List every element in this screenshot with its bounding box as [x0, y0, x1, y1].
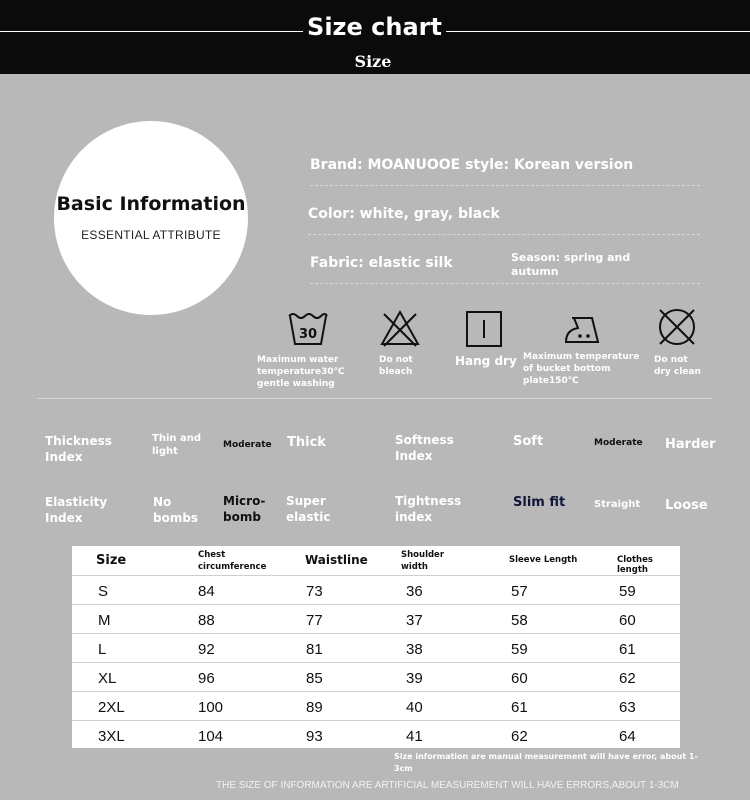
softness-option-harder: Harder — [665, 437, 716, 452]
header-sleeve: Sleeve Length — [509, 555, 578, 565]
cell-waistline: 93 — [306, 728, 323, 745]
cell-chest: 100 — [198, 699, 224, 716]
season-text: Season: spring and autumn — [511, 251, 631, 278]
divider-brand — [310, 185, 700, 186]
table-row — [72, 663, 680, 692]
color-text: Color: white, gray, black — [308, 206, 500, 222]
cell-size: L — [98, 641, 107, 658]
fabric-text: Fabric: elastic silk — [310, 255, 453, 271]
cell-clothes-length: 59 — [619, 583, 636, 600]
cell-chest: 104 — [198, 728, 224, 745]
tightness-index-label: Tightness index — [395, 494, 462, 524]
table-row — [72, 605, 680, 634]
cell-size: M — [98, 612, 111, 629]
measurement-note: Size information are manual measurement will have error, about 1-3cm — [394, 752, 698, 773]
cell-waistline: 89 — [306, 699, 323, 716]
cell-size: 2XL — [98, 699, 125, 716]
cell-shoulder: 39 — [406, 670, 423, 687]
basic-info-title: Basic Information — [56, 193, 246, 215]
measurement-disclaimer: THE SIZE OF INFORMATION ARE ARTIFICIAL MEASUREMENT WILL HAVE ERRORS,ABOUT 1-3CM — [216, 780, 679, 791]
wash-label: Maximum water temperature30℃ gentle washing — [257, 355, 345, 389]
no-dry-clean-icon — [656, 306, 698, 348]
softness-index-label: Softness Index — [395, 433, 454, 463]
iron-label: Maximum temperature of bucket bottom plate150℃ — [523, 352, 640, 386]
brand-text: Brand: MOANUOOE style: Korean version — [310, 157, 634, 173]
cell-clothes-length: 60 — [619, 612, 636, 629]
hang-dry-label: Hang dry — [455, 354, 517, 368]
softness-option-moderate-selected: Moderate — [594, 438, 643, 448]
thickness-option-moderate-selected: Moderate — [223, 440, 272, 450]
cell-shoulder: 36 — [406, 583, 423, 600]
cell-clothes-length: 62 — [619, 670, 636, 687]
tightness-option-slim-fit-selected: Slim fit — [513, 495, 566, 510]
page-title: Size chart — [307, 13, 442, 41]
cell-size: 3XL — [98, 728, 125, 745]
cell-size: S — [98, 583, 109, 600]
table-row — [72, 692, 680, 721]
cell-waistline: 77 — [306, 612, 323, 629]
cell-sleeve: 58 — [511, 612, 528, 629]
header-shoulder: Shoulder width — [401, 550, 445, 572]
softness-option-soft: Soft — [513, 434, 544, 449]
hang-dry-icon — [464, 310, 504, 350]
header-banner — [0, 0, 750, 74]
no-dry-clean-label: Do not dry clean — [654, 355, 701, 377]
table-row — [72, 576, 680, 605]
header-chest: Chest circumference — [198, 550, 267, 572]
cell-waistline: 81 — [306, 641, 323, 658]
cell-sleeve: 59 — [511, 641, 528, 658]
thickness-option-thick: Thick — [287, 435, 326, 450]
cell-chest: 92 — [198, 641, 215, 658]
cell-clothes-length: 63 — [619, 699, 636, 716]
wash-30-icon — [287, 310, 329, 348]
cell-sleeve: 60 — [511, 670, 528, 687]
cell-shoulder: 41 — [406, 728, 423, 745]
tightness-option-loose: Loose — [665, 498, 708, 513]
cell-shoulder: 38 — [406, 641, 423, 658]
tightness-option-straight: Straight — [594, 499, 641, 510]
cell-size: XL — [98, 670, 117, 687]
divider-color — [308, 234, 700, 235]
section-divider — [37, 398, 712, 399]
no-bleach-label: Do not bleach — [379, 355, 413, 377]
cell-clothes-length: 64 — [619, 728, 636, 745]
cell-waistline: 85 — [306, 670, 323, 687]
elasticity-option-super-elastic: Super elastic — [286, 494, 331, 524]
elasticity-index-label: Elasticity Index — [45, 495, 108, 525]
cell-chest: 96 — [198, 670, 215, 687]
table-row — [72, 634, 680, 663]
cell-shoulder: 37 — [406, 612, 423, 629]
page-subtitle: Size — [354, 52, 392, 71]
cell-waistline: 73 — [306, 583, 323, 600]
thickness-option-thin: Thin and light — [152, 433, 201, 457]
elasticity-option-micro-bomb-selected: Micro- bomb — [223, 494, 266, 524]
header-line-left — [0, 31, 303, 32]
thickness-index-label: Thickness Index — [45, 434, 112, 464]
header-clothes-length: Clothes length — [617, 555, 653, 575]
header-size: Size — [96, 553, 127, 568]
iron-icon — [562, 312, 604, 348]
wash-temp-number: 30 — [298, 327, 318, 342]
no-bleach-icon — [378, 308, 422, 348]
table-header-row — [72, 546, 680, 576]
cell-sleeve: 62 — [511, 728, 528, 745]
cell-chest: 84 — [198, 583, 215, 600]
header-line-right — [446, 31, 750, 32]
divider-fabric — [310, 283, 700, 284]
basic-info-badge — [54, 121, 248, 315]
header-waistline: Waistline — [305, 553, 368, 567]
table-row — [72, 721, 680, 750]
basic-info-subtitle: ESSENTIAL ATTRIBUTE — [81, 228, 221, 242]
size-table — [72, 546, 680, 748]
cell-sleeve: 57 — [511, 583, 528, 600]
cell-chest: 88 — [198, 612, 215, 629]
cell-clothes-length: 61 — [619, 641, 636, 658]
cell-sleeve: 61 — [511, 699, 528, 716]
cell-shoulder: 40 — [406, 699, 423, 716]
elasticity-option-no-bombs: No bombs — [153, 495, 199, 525]
